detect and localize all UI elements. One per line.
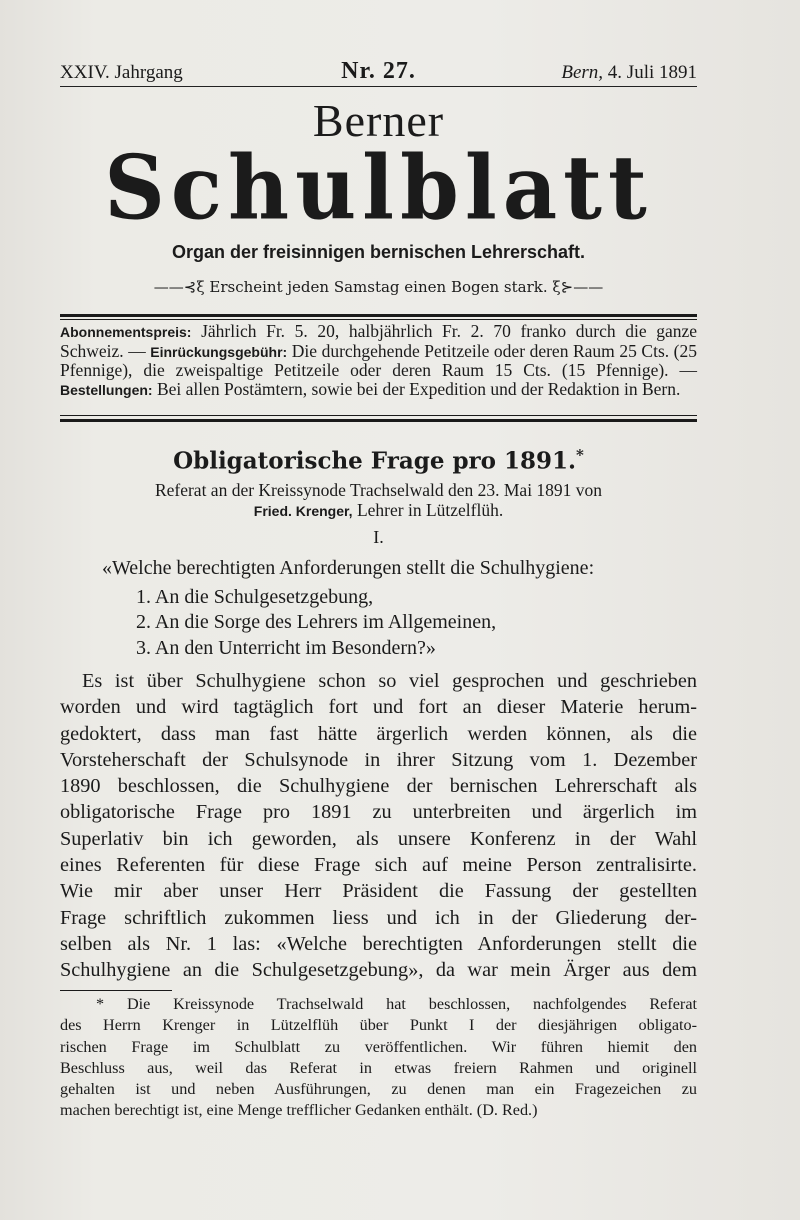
title-small: Berner: [312, 95, 445, 146]
issue-number: Nr. 27.: [341, 58, 416, 84]
volume-label: XXIV. Jahrgang: [60, 62, 183, 83]
masthead-rule: [60, 86, 697, 87]
body-line: gedoktert, dass man fast hätte ärgerlich werden können, als die: [60, 722, 697, 745]
price-label: Abonnementspreis:: [60, 324, 192, 340]
body-line: worden und wird tagtäglich fort und fort an dieser Materie herum-: [60, 696, 697, 719]
ornament-right-icon: ξ⊱——: [547, 278, 604, 296]
issue-date: [561, 62, 697, 84]
issue-place: Bern,: [561, 62, 604, 83]
body-line: eines Referenten für diese Frage sich auf meine Person zentralisirte.: [60, 854, 697, 877]
author-location: Lehrer in Lützelflüh.: [356, 500, 504, 520]
question-item: 3. An den Unterricht im Besondern?»: [136, 637, 436, 659]
rule-double-top: [60, 314, 697, 317]
question-intro: «Welche berechtigten Anforderungen stellt die Schulhygiene:: [102, 557, 595, 579]
subtitle: Organ der freisinnigen bernischen Lehrerschaft.: [171, 242, 586, 262]
frequency-text: Erscheint jeden Samstag einen Bogen stark.: [209, 278, 548, 296]
footnote-line: * Die Kreissynode Trachselwald hat beschlossen, nachfolgendes Referat: [96, 995, 697, 1013]
rule-double-bottom: [60, 419, 697, 422]
body-line: Schulhygiene an die Schulgesetzgebung», da war mein Ärger aus dem: [60, 959, 697, 982]
body-line: selben als Nr. 1 las: «Welche berechtigten Anforderungen stellt die: [60, 932, 697, 955]
issue-date-value: 4. Juli 1891: [607, 62, 697, 83]
article-title: [60, 446, 697, 475]
rule-thin-top: [60, 319, 697, 320]
orders-label: Bestellungen:: [60, 381, 153, 398]
body-line: obligatorische Frage pro 1891 zu unterbreiten und ärgerlich im: [60, 801, 697, 824]
insertion-text: Die durchgehende Petitzeile oder deren Raum 25 Cts. (25 Pfennige), die zweispaltige Petitzeile oder deren Raum 15 Cts. (15 Pfennige). —: [60, 340, 698, 381]
section-number: I.: [373, 527, 384, 547]
article-body: [60, 668, 697, 984]
body-line: 1890 beschlossen, die Schulhygiene der bernischen Lehrerschaft als: [60, 775, 697, 798]
orders-text: Bei allen Postämtern, sowie bei der Expedition und der Redaktion in Bern.: [156, 378, 681, 399]
masthead-top-line: [60, 58, 697, 88]
footnote-rule: [60, 990, 172, 991]
footnote-line: rischen Frage im Schulblatt zu veröffentlichen. Wir führen hiemit den: [60, 1037, 697, 1056]
question-item: 1. An die Schulgesetzgebung,: [136, 586, 374, 608]
author-name: Fried. Krenger,: [253, 503, 353, 519]
footnote-line: Beschluss aus, weil das Referat in etwas freiern Rahmen und originell: [60, 1058, 697, 1077]
author-line: [60, 500, 697, 521]
footnote-line: machen berechtigt ist, eine Menge trefflicher Gedanken enthält. (D. Red.): [60, 1101, 538, 1120]
frequency-line: [60, 278, 697, 296]
rule-thin-bottom: [60, 415, 697, 416]
ornament-left-icon: ——⊰ξ: [153, 278, 210, 296]
subscription-block: [60, 322, 697, 399]
body-line: Vorsteherschaft der Schulsynode in ihrer Sitzung vom 1. Dezember: [60, 748, 697, 771]
body-line: Es ist über Schulhygiene schon so viel gesprochen und geschrieben: [82, 670, 697, 692]
insertion-label: Einrückungsgebühr:: [150, 343, 288, 360]
question-item: 2. An die Sorge des Lehrers im Allgemeinen,: [136, 611, 497, 633]
price-text: Jährlich Fr. 5. 20, halbjährlich Fr. 2. 70 franko durch die ganze Schweiz. —: [60, 321, 697, 361]
footnote-line: gehalten ist und neben Ausführungen, zu denen man ein Fragezeichen zu: [60, 1080, 697, 1099]
article-title-text: Obligatorische Frage pro 1891.: [173, 447, 577, 475]
referat-line: Referat an der Kreissynode Trachselwald den 23. Mai 1891 von: [154, 480, 603, 500]
footnote: [60, 994, 697, 1122]
body-line: Frage schriftlich zukommen liess und ich in der Gliederung der-: [60, 906, 697, 929]
body-line: Superlativ bin ich geworden, als unsere Konferenz in der Wahl: [60, 827, 697, 850]
body-line: Wie mir aber unser Herr Präsident die Fassung der gestellten: [60, 880, 697, 903]
title-large: Schulblatt: [104, 135, 653, 240]
footnote-marker: *: [576, 446, 584, 464]
footnote-line: des Herrn Krenger in Lützelflüh über Punkt I der diesjährigen obligato-: [60, 1016, 697, 1035]
